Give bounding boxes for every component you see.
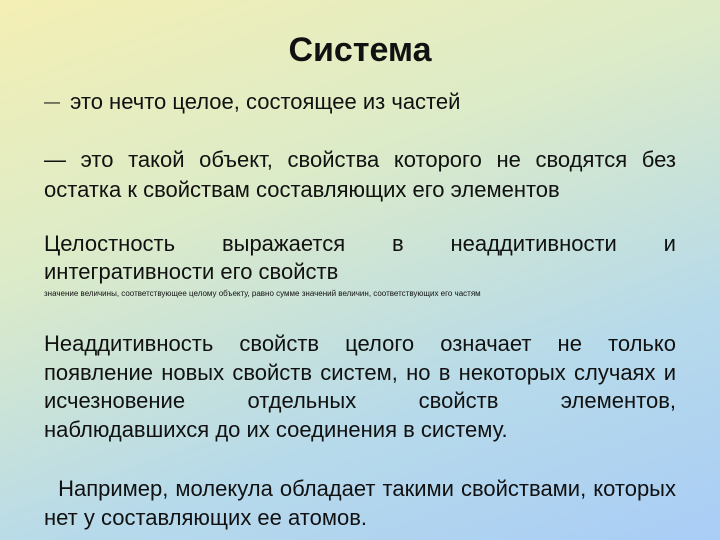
nonadditivity-paragraph: Неаддитивность свойств целого означает не только появление новых свойств систем, но в некоторых случаях и исчезновение отдельных свойств элементов, наблюдавшихся до их соединения в систему. — [44, 331, 676, 442]
footnote: значение величины, соответствующее целому объекту, равно сумме значений величин, соответствующих его частям — [44, 289, 481, 298]
integrity-word: выражается — [221, 231, 346, 256]
integrity-word: и — [663, 231, 676, 256]
definition-1 — [44, 88, 684, 119]
definition-2: — это такой объект, свойства которого не сводятся без остатка к свойствам составляющих его элементов — [44, 147, 676, 202]
definition-1-text: это нечто целое, состоящее из частей — [70, 89, 461, 114]
slide-title: Система — [288, 31, 432, 69]
example-paragraph: Например, молекула обладает такими свойствами, которых нет у составляющих ее атомов. — [44, 476, 683, 530]
integrity-line-1 — [44, 230, 676, 258]
definition-1-dash: — — [44, 94, 60, 111]
integrity-word: в — [391, 231, 404, 256]
integrity-line-2: интегративности его свойств — [44, 259, 339, 284]
integrity-word: неаддитивности — [450, 231, 617, 256]
integrity-word: Целостность — [44, 231, 176, 256]
